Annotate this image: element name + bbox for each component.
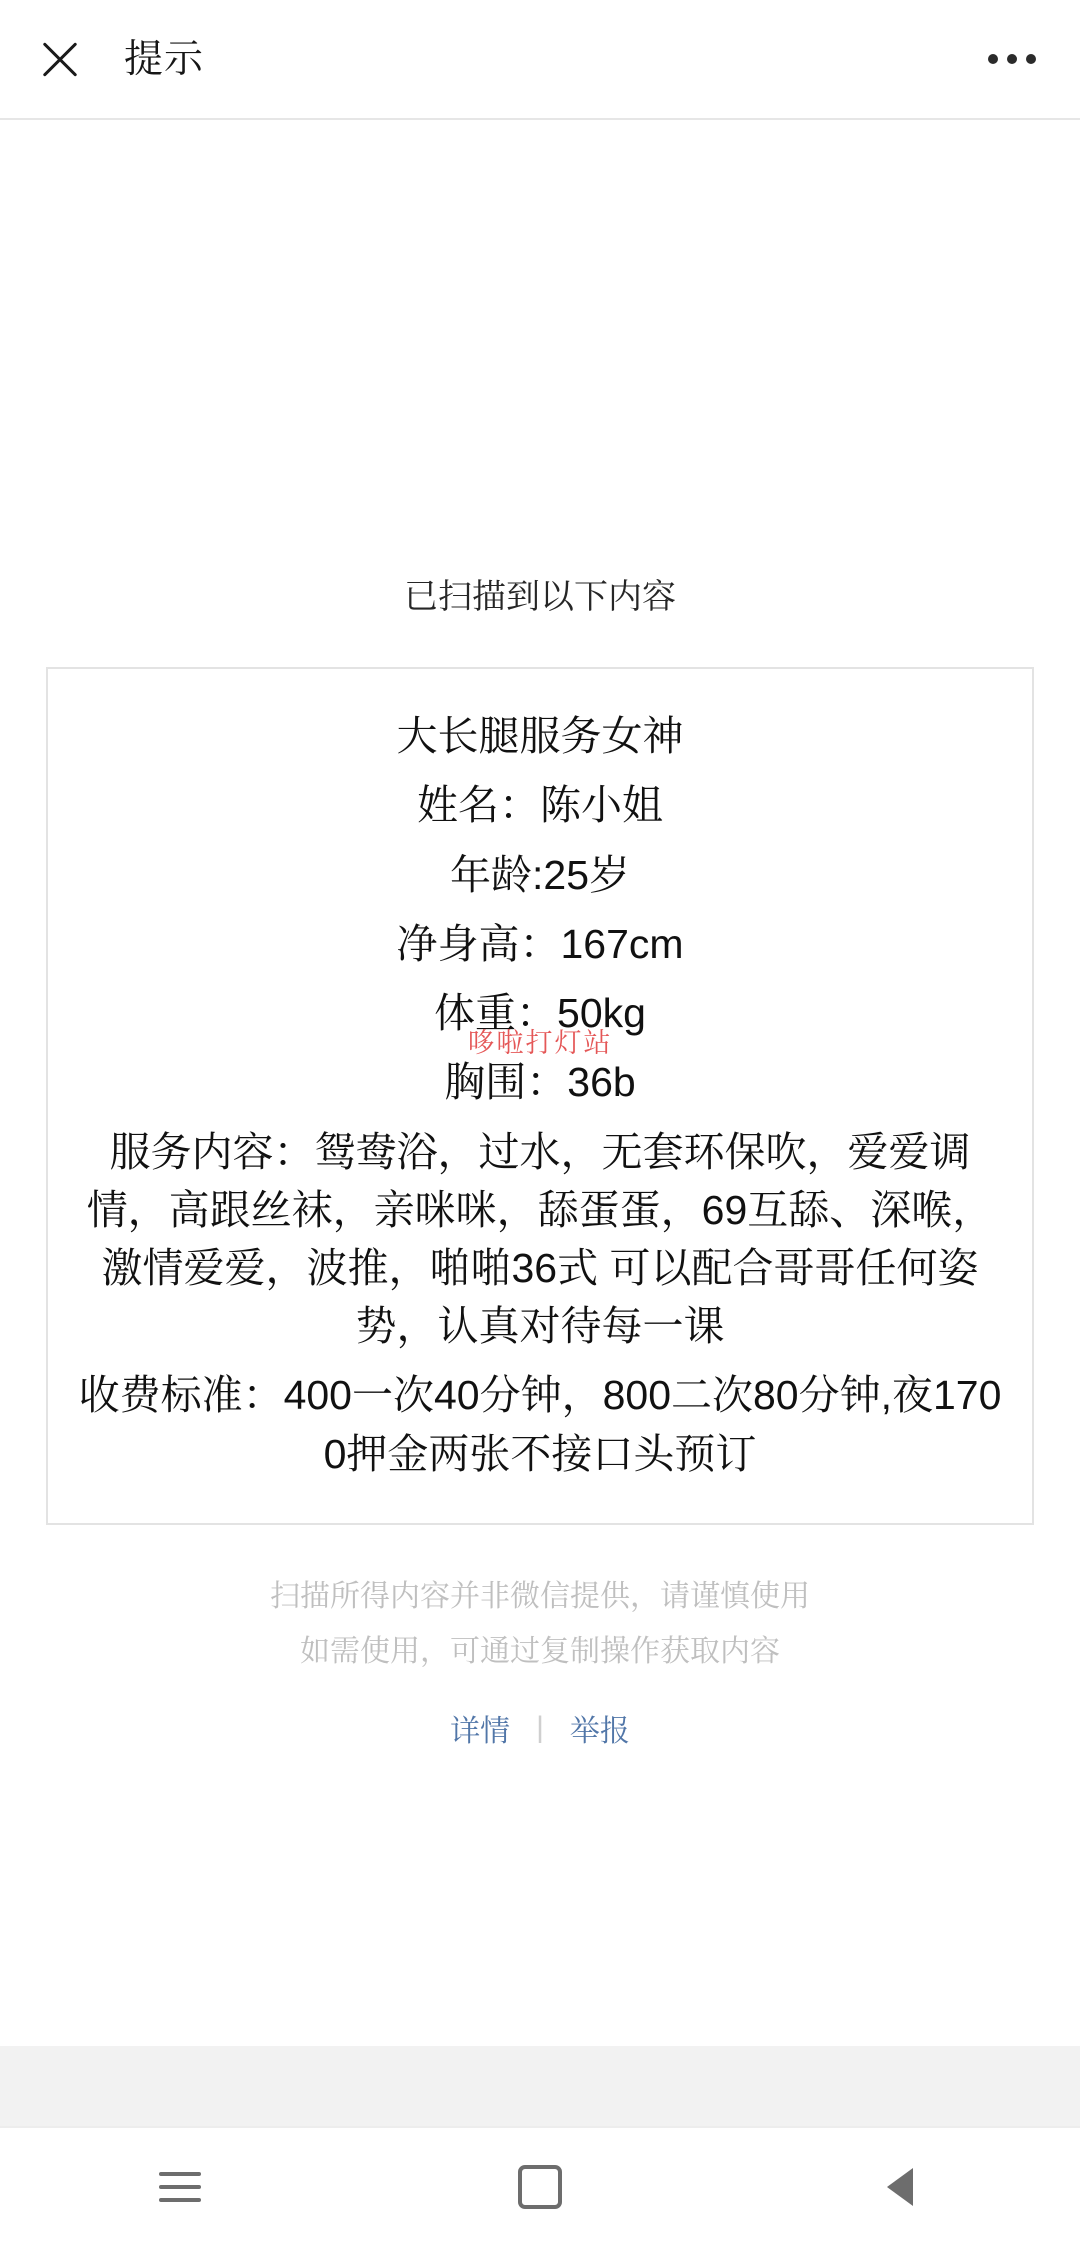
card-line: 年龄:25岁 [450, 851, 630, 898]
navbar-divider [0, 118, 1080, 120]
detail-link[interactable]: 详情 [450, 1714, 511, 1748]
menu-icon[interactable] [105, 2147, 255, 2227]
card-line: 净身高：167cm [396, 920, 684, 967]
bottom-grey-strip [0, 2046, 1080, 2128]
more-dot [1026, 54, 1036, 64]
system-navigation-bar [0, 2126, 1080, 2246]
card-line: 收费标准：400一次40分钟，800二次80分钟,夜1700押金两张不接口头预订 [78, 1372, 1002, 1477]
close-icon[interactable] [34, 33, 86, 85]
scan-disclaimer [0, 1569, 1080, 1680]
scan-result-heading: 已扫描到以下内容 [404, 578, 676, 616]
home-icon[interactable] [465, 2147, 615, 2227]
more-options-icon[interactable] [984, 44, 1040, 74]
page-title: 提示 [124, 37, 205, 81]
watermark-text: 哆啦打灯站 [467, 1028, 613, 1059]
more-dot [988, 54, 998, 64]
card-line: 胸围：36b [444, 1059, 636, 1106]
scan-disclaimer-line-1: 扫描所得内容并非微信提供，请谨慎使用 [270, 1579, 810, 1613]
footer-links [0, 1706, 1080, 1750]
card-line: 大长腿服务女神 [396, 713, 684, 760]
card-line: 姓名：陈小姐 [417, 782, 663, 829]
scan-result-card [46, 667, 1034, 1525]
scan-disclaimer-line-2: 如需使用，可通过复制操作获取内容 [300, 1635, 780, 1669]
card-line: 体重：50kg [434, 990, 646, 1037]
back-icon[interactable] [825, 2147, 975, 2227]
card-line: 服务内容：鸳鸯浴，过水，无套环保吹，爱爱调情，高跟丝袜，亲咪咪，舔蛋蛋，69互舔、深喉，激情爱爱，波推，啪啪36式 可以配合哥哥任何姿势，认真对待每一课 [86, 1128, 994, 1350]
link-separator: | [536, 1710, 544, 1744]
top-navigation-bar [0, 0, 1080, 118]
report-link[interactable]: 举报 [569, 1714, 630, 1748]
more-dot [1007, 54, 1017, 64]
